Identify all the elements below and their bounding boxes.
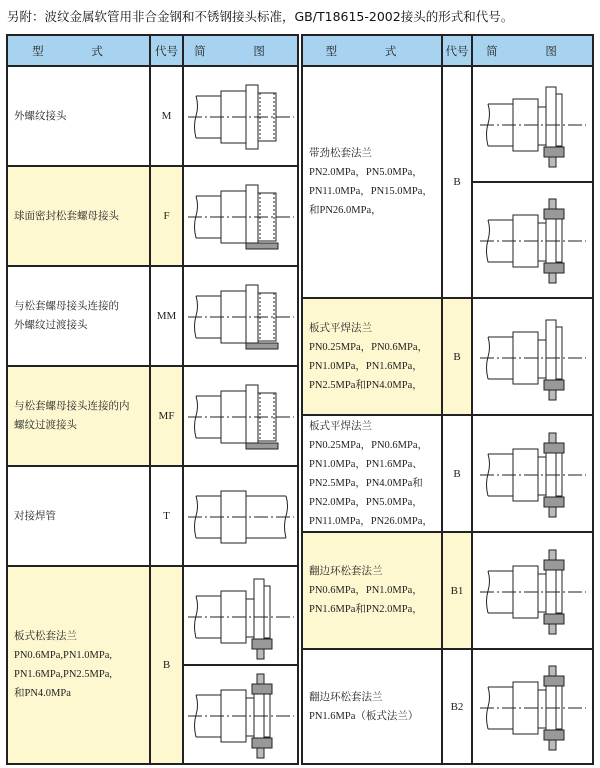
type-text-line: PN1.6MPa（板式法兰） (309, 710, 419, 722)
code-cell (442, 66, 472, 298)
header-label: 型 式 (32, 43, 125, 58)
slip-on-flange-welded-drawing (478, 429, 588, 519)
diagram-cell (183, 166, 298, 266)
header-label: 代号 (445, 43, 469, 58)
code-text: F (163, 210, 170, 222)
code-text: B (453, 176, 461, 188)
type-text-line: 和PN26.0MPa， (309, 205, 382, 216)
loose-flange-drawing (186, 571, 296, 661)
code-cell (442, 649, 472, 764)
type-cell (7, 466, 150, 566)
header-type-left (7, 35, 150, 66)
code-text: B (162, 659, 171, 671)
type-cell (302, 415, 442, 532)
diagram-cell (183, 266, 298, 366)
type-text-line: PN0.25MPa，PN0.6MPa， (309, 439, 429, 451)
code-text: MF (158, 410, 175, 422)
type-text-line: PN2.0MPa，PN5.0MPa， (309, 496, 423, 508)
diagram-cell (183, 366, 298, 466)
type-text-line: 对接焊管 (14, 510, 56, 522)
loose-flange-drawing (478, 79, 588, 169)
header-diagram-right (472, 35, 593, 66)
header-label: 简 图 (486, 43, 579, 58)
type-text-line: PN1.6MPa和PN2.0MPa， (309, 604, 423, 615)
diagram-cell (183, 665, 298, 764)
type-text-line: 板式平焊法兰 (309, 420, 372, 432)
code-cell (150, 266, 183, 366)
diagram-cell (472, 649, 593, 764)
type-text-line: 翻边环松套法兰 (309, 566, 383, 577)
code-cell (442, 532, 472, 649)
type-text-line: PN1.0MPa，PN1.6MPa， (309, 360, 423, 372)
type-text-line: 与松套螺母接头连接的内 (14, 401, 130, 412)
diagram-cell (183, 466, 298, 566)
type-text-line: PN2.0MPa，PN5.0MPa， (309, 167, 423, 178)
type-cell (7, 166, 150, 266)
code-text: M (161, 110, 172, 122)
type-cell (302, 532, 442, 649)
type-cell (302, 649, 442, 764)
type-cell (302, 298, 442, 415)
diagram-cell (472, 182, 593, 298)
diagram-cell (183, 66, 298, 166)
type-text-line: PN2.5MPa，PN4.0MPa和 (309, 477, 423, 489)
code-cell (442, 298, 472, 415)
header-type-right (302, 35, 442, 66)
code-text: B1 (450, 584, 464, 597)
type-text-line: 带劲松套法兰 (309, 148, 372, 159)
header-label: 代号 (155, 43, 178, 58)
loose-flange-welded-drawing (478, 195, 588, 285)
code-text: B (453, 467, 461, 480)
type-text-line: 外螺纹接头 (14, 110, 67, 122)
code-text: B (453, 350, 461, 363)
header-diagram-left (183, 35, 298, 66)
type-text-line: 外螺纹过渡接头 (14, 320, 88, 331)
swivel-nut-fitting-drawing (186, 171, 296, 261)
type-text-line: PN0.6MPa,PN1.0MPa, (14, 650, 113, 661)
table-divider (298, 34, 302, 765)
type-cell (302, 66, 442, 298)
code-cell (150, 466, 183, 566)
code-cell (150, 66, 183, 166)
type-text-line: PN11.0MPa，PN26.0MPa， (309, 515, 433, 527)
type-text-line: 球面密封松套螺母接头 (14, 210, 119, 222)
loose-flange-welded-drawing (186, 670, 296, 760)
lap-joint-flange-drawing (478, 546, 588, 636)
diagram-cell (472, 532, 593, 649)
type-text-line: PN2.5MPa和PN4.0MPa， (309, 379, 423, 391)
header-code-left (150, 35, 183, 66)
type-text-line: 板式松套法兰 (14, 631, 77, 642)
type-text-line: 板式平焊法兰 (309, 322, 372, 334)
lap-joint-flange-plate-drawing (478, 662, 588, 752)
header-label: 简 图 (194, 43, 287, 58)
type-cell (7, 566, 150, 764)
type-cell (7, 266, 150, 366)
male-adapter-drawing (186, 271, 296, 361)
code-cell (150, 366, 183, 466)
type-cell (7, 66, 150, 166)
type-text-line: 螺纹过渡接头 (14, 420, 77, 431)
diagram-cell (472, 415, 593, 532)
header-label: 型 式 (325, 43, 419, 58)
code-cell (150, 566, 183, 764)
code-text: T (163, 510, 170, 522)
code-text: MM (156, 310, 177, 322)
diagram-cell (472, 298, 593, 415)
type-text-line: 翻边环松套法兰 (309, 691, 383, 703)
code-cell (442, 415, 472, 532)
type-text-line: PN1.0MPa，PN1.6MPa、 (309, 458, 423, 470)
type-text-line: 与松套螺母接头连接的 (14, 301, 119, 312)
female-adapter-drawing (186, 371, 296, 461)
page-title: 另附：波纹金属软管用非合金钢和不锈钢接头标准，GB/T18615-2002接头的形式和代号。 (7, 9, 514, 24)
butt-weld-pipe-drawing (186, 471, 296, 561)
male-thread-fitting-drawing (186, 71, 296, 161)
type-text-line: PN1.6MPa,PN2.5MPa, (14, 669, 113, 680)
type-text-line: PN0.6MPa，PN1.0MPa， (309, 585, 423, 596)
header-code-right (442, 35, 472, 66)
type-text-line: 和PN4.0MPa (14, 688, 71, 699)
code-cell (150, 166, 183, 266)
type-cell (7, 366, 150, 466)
type-text-line: PN11.0MPa，PN15.0MPa， (309, 186, 433, 197)
slip-on-flange-drawing (478, 312, 588, 402)
diagram-cell (472, 66, 593, 182)
code-text: B2 (450, 700, 464, 713)
type-text-line: PN0.25MPa，PN0.6MPa， (309, 341, 429, 353)
diagram-cell (183, 566, 298, 665)
